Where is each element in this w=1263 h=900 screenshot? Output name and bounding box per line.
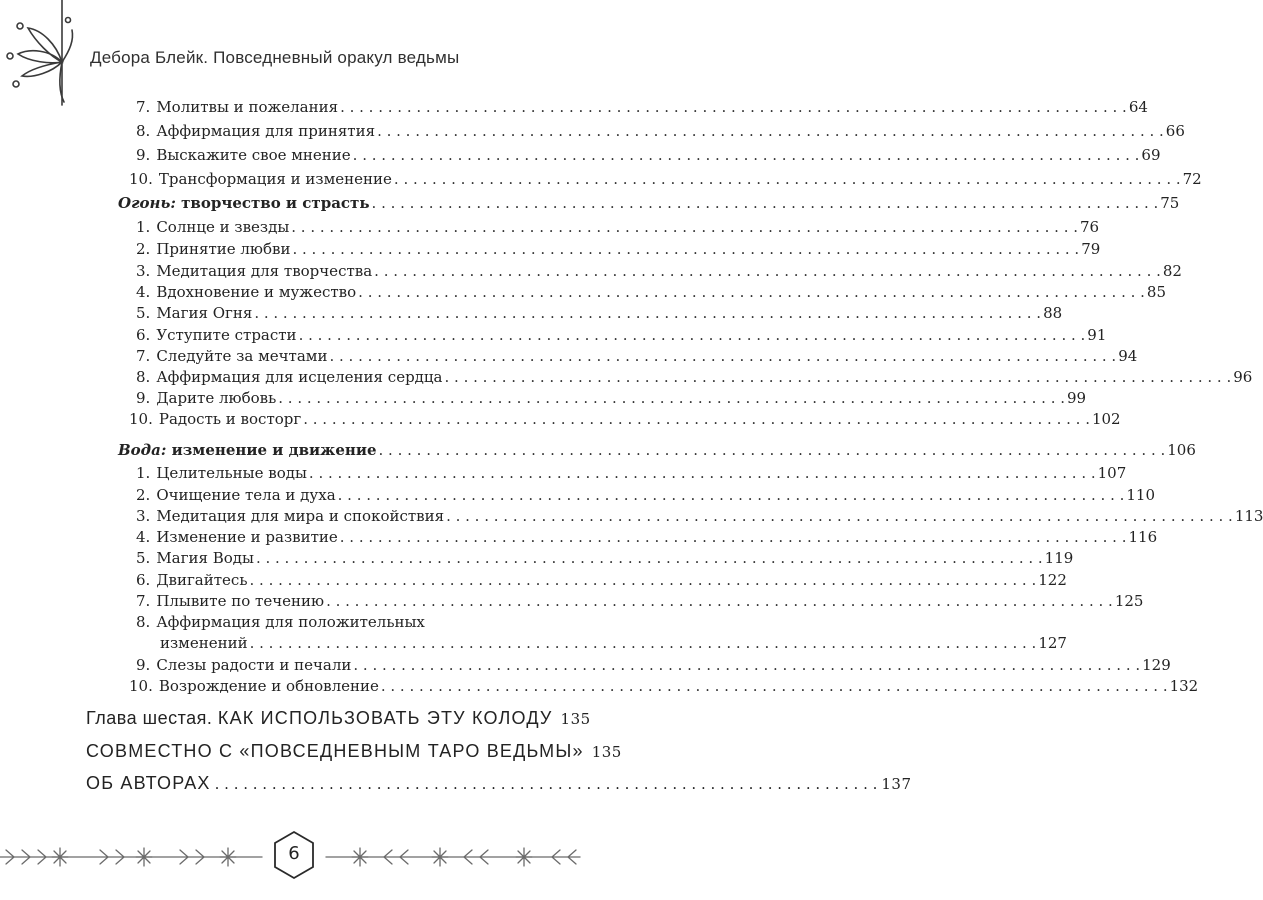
toc-entry[interactable] <box>136 528 1158 546</box>
chapter-page: 135 <box>560 710 591 728</box>
entry-title: Солнце и звезды <box>156 218 290 236</box>
chapter-prefix: Глава шестая. <box>86 708 213 728</box>
toc-entry[interactable] <box>136 656 1171 674</box>
entry-page: 64 <box>1128 98 1148 116</box>
entry-title: Целительные воды <box>156 464 307 482</box>
entry-title: Трансформация и изменение <box>158 170 392 188</box>
entry-title: Слезы радости и печали <box>156 656 352 674</box>
entry-page: 82 <box>1162 262 1182 280</box>
leader-dots <box>377 122 1164 140</box>
entry-number: 8. <box>136 122 151 140</box>
entry-page: 96 <box>1233 368 1253 386</box>
leader-dots <box>374 262 1161 280</box>
leader-dots <box>338 486 1125 504</box>
about-authors-page: 137 <box>881 775 912 793</box>
leader-dots <box>278 389 1065 407</box>
toc-entry[interactable] <box>136 592 1144 610</box>
about-authors-entry[interactable] <box>86 773 912 794</box>
entry-title: Магия Огня <box>156 304 253 322</box>
toc-entry[interactable] <box>136 464 1127 482</box>
entry-number: 8. <box>136 368 151 386</box>
entry-page: 72 <box>1182 170 1202 188</box>
entry-number: 8. <box>136 613 151 631</box>
section-title <box>118 441 377 459</box>
entry-title: Медитация для творчества <box>156 262 373 280</box>
entry-page: 69 <box>1141 146 1161 164</box>
leader-dots <box>379 441 1166 459</box>
toc-entry[interactable] <box>136 240 1101 258</box>
leader-dots <box>340 98 1127 116</box>
entry-title: Возрождение и обновление <box>158 677 379 695</box>
entry-title: Аффирмация для принятия <box>156 122 376 140</box>
leader-dots <box>326 592 1113 610</box>
toc-entry-continuation[interactable] <box>160 634 1067 652</box>
entry-number: 7. <box>136 347 151 365</box>
entry-title: Вдохновение и мужество <box>156 283 357 301</box>
entry-title: Аффирмация для исцеления сердца <box>156 368 443 386</box>
toc-entry[interactable] <box>136 613 494 631</box>
entry-page: 66 <box>1165 122 1185 140</box>
entry-page: 110 <box>1126 486 1156 504</box>
entry-title: Аффирмация для положительных <box>156 613 425 631</box>
entry-number: 1. <box>136 218 151 236</box>
entry-page: 85 <box>1146 283 1166 301</box>
toc-entry[interactable] <box>136 571 1067 589</box>
toc-entry[interactable] <box>136 283 1166 301</box>
toc-entry[interactable] <box>136 122 1185 140</box>
entry-page: 129 <box>1142 656 1171 674</box>
leader-dots <box>446 507 1233 525</box>
entry-page: 91 <box>1087 326 1107 344</box>
leader-dots <box>254 304 1041 322</box>
entry-title: Следуйте за мечтами <box>156 347 328 365</box>
toc-entry[interactable] <box>136 146 1161 164</box>
chapter-six-entry-line2[interactable] <box>86 741 622 762</box>
entry-page: 102 <box>1091 410 1121 428</box>
leader-dots <box>215 775 878 793</box>
toc-entry[interactable] <box>129 677 1199 695</box>
entry-title: Молитвы и пожелания <box>156 98 339 116</box>
entry-title: Двигайтесь <box>156 571 248 589</box>
entry-title: Изменение и развитие <box>156 528 338 546</box>
entry-page: 88 <box>1043 304 1063 322</box>
entry-number: 9. <box>136 656 151 674</box>
toc-entry[interactable] <box>136 486 1156 504</box>
toc-entry[interactable] <box>136 507 1263 525</box>
toc-entry[interactable] <box>136 98 1148 116</box>
entry-title: Дарите любовь <box>156 389 277 407</box>
leader-dots <box>372 194 1159 212</box>
about-authors-title: ОБ АВТОРАХ <box>86 773 211 793</box>
toc-entry[interactable] <box>136 218 1100 236</box>
chapter-six-entry[interactable] <box>86 708 591 729</box>
section-title-rest: изменение и движение <box>171 441 377 459</box>
entry-page: 99 <box>1067 389 1087 407</box>
section-page: 106 <box>1167 441 1196 459</box>
leader-dots <box>394 170 1181 188</box>
entry-number: 3. <box>136 262 151 280</box>
entry-number: 3. <box>136 507 151 525</box>
leader-dots <box>299 326 1086 344</box>
page-number: 6 <box>288 843 300 864</box>
leader-dots <box>381 677 1168 695</box>
toc-entry[interactable] <box>129 410 1121 428</box>
entry-page: 122 <box>1038 571 1067 589</box>
leader-dots <box>303 410 1090 428</box>
entry-page: 94 <box>1118 347 1138 365</box>
entry-number: 5. <box>136 304 151 322</box>
entry-page: 127 <box>1038 634 1067 652</box>
entry-number: 1. <box>136 464 151 482</box>
entry-number: 9. <box>136 146 151 164</box>
running-header: Дебора Блейк. Повседневный оракул ведьмы <box>90 48 460 67</box>
chapter-page: 135 <box>591 743 622 761</box>
leader-dots <box>250 634 1037 652</box>
leader-dots <box>353 146 1140 164</box>
section-title-element: Вода: <box>118 441 167 459</box>
entry-title: Выскажите свое мнение <box>156 146 351 164</box>
leader-dots <box>291 218 1078 236</box>
toc-entry[interactable] <box>136 549 1074 567</box>
entry-page: 113 <box>1234 507 1263 525</box>
section-title-element: Огонь: <box>118 194 176 212</box>
leader-dots <box>353 656 1140 674</box>
entry-number: 2. <box>136 240 151 258</box>
chapter-title-line2: СОВМЕСТНО С «ПОВСЕДНЕВНЫМ ТАРО ВЕДЬМЫ» <box>86 741 584 761</box>
entry-title: Радость и восторг <box>158 410 302 428</box>
section-title <box>118 194 370 212</box>
entry-title: Очищение тела и духа <box>156 486 336 504</box>
entry-number: 7. <box>136 592 151 610</box>
entry-number: 10. <box>129 677 153 695</box>
entry-page: 79 <box>1081 240 1101 258</box>
entry-number: 10. <box>129 170 153 188</box>
entry-title: Уступите страсти <box>156 326 297 344</box>
entry-title-line2: изменений <box>160 634 248 652</box>
chapter-title-caps: КАК ИСПОЛЬЗОВАТЬ ЭТУ КОЛОДУ <box>217 708 553 728</box>
leader-dots <box>445 368 1232 386</box>
entry-page: 125 <box>1114 592 1144 610</box>
entry-number: 9. <box>136 389 151 407</box>
leader-dots <box>292 240 1079 258</box>
toc-entry[interactable] <box>136 262 1182 280</box>
toc-entry[interactable] <box>136 389 1087 407</box>
section-heading-fire[interactable] <box>118 194 1180 212</box>
chapter-title <box>86 708 553 729</box>
leader-dots <box>329 347 1116 365</box>
entry-page: 107 <box>1097 464 1127 482</box>
entry-title: Плывите по течению <box>156 592 325 610</box>
entry-page: 116 <box>1128 528 1158 546</box>
section-page: 75 <box>1160 194 1180 212</box>
entry-number: 5. <box>136 549 151 567</box>
toc-entry[interactable] <box>129 170 1202 188</box>
entry-page: 132 <box>1169 677 1199 695</box>
leader-dots <box>250 571 1037 589</box>
toc-entry[interactable] <box>136 326 1107 344</box>
leader-dots <box>358 283 1145 301</box>
leader-dots <box>309 464 1096 482</box>
section-heading-water[interactable] <box>118 441 1196 459</box>
entry-title: Магия Воды <box>156 549 254 567</box>
entry-title: Принятие любви <box>156 240 291 258</box>
entry-number: 4. <box>136 283 151 301</box>
entry-number: 6. <box>136 326 151 344</box>
toc-entry[interactable] <box>136 368 1253 386</box>
leader-dots <box>256 549 1043 567</box>
entry-number: 2. <box>136 486 151 504</box>
entry-title: Медитация для мира и спокойствия <box>156 507 445 525</box>
toc-entry[interactable] <box>136 347 1138 365</box>
entry-number: 6. <box>136 571 151 589</box>
entry-page: 119 <box>1044 549 1074 567</box>
section-title-rest: творчество и страсть <box>181 194 370 212</box>
leader-dots <box>340 528 1127 546</box>
entry-number: 10. <box>129 410 153 428</box>
entry-number: 4. <box>136 528 151 546</box>
toc-entry[interactable] <box>136 304 1063 322</box>
entry-number: 7. <box>136 98 151 116</box>
entry-page: 76 <box>1080 218 1100 236</box>
